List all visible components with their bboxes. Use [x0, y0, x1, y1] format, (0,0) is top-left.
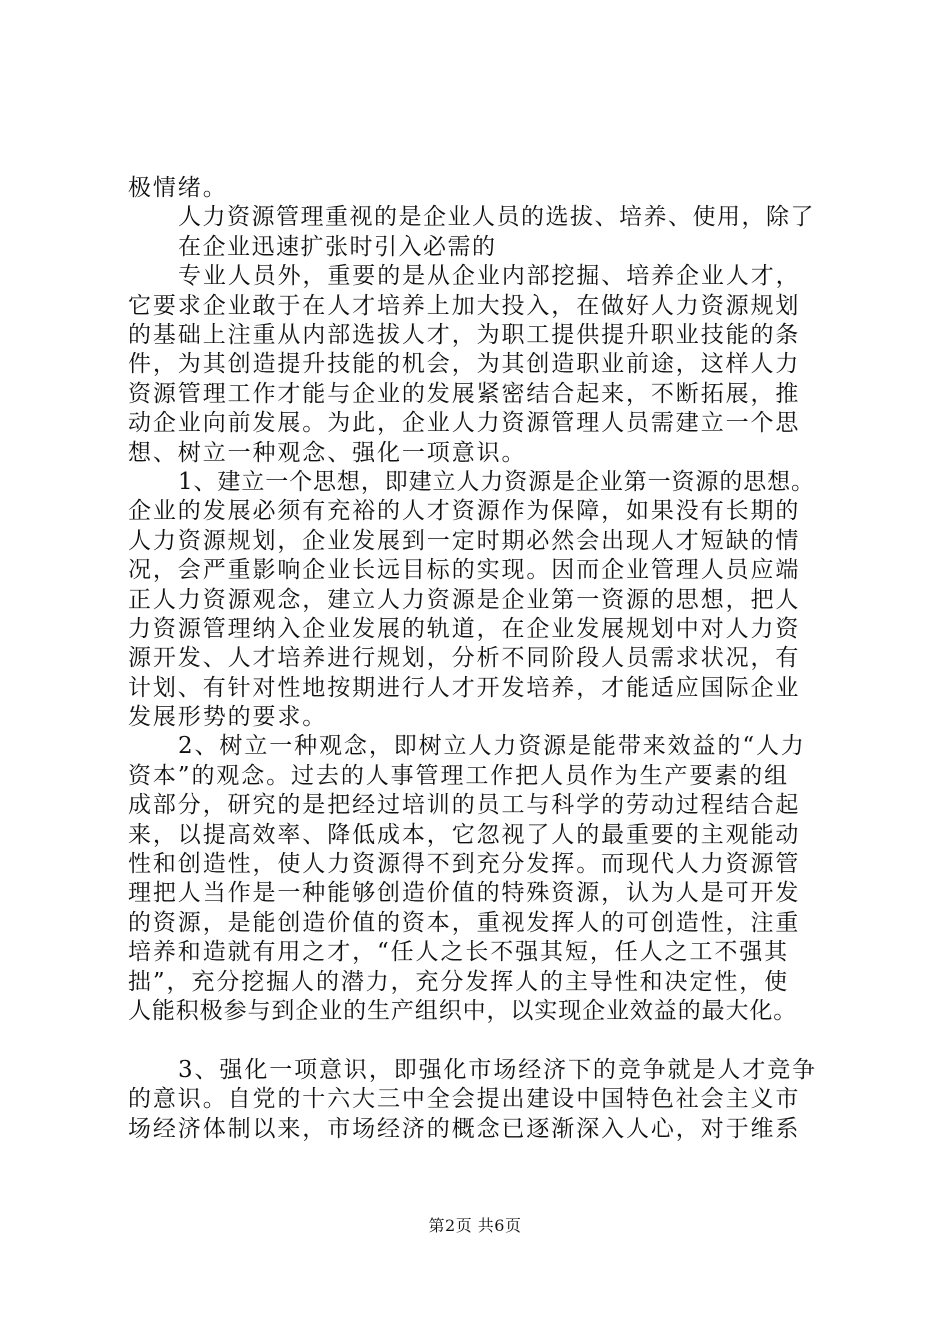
text-line: 拙”，充分挖掘人的潜力，充分发挥人的主导性和决定性，使 [128, 968, 790, 995]
text-line: 它要求企业敢于在人才培养上加大投入，在做好人力资源规划 [128, 292, 801, 319]
text-line: 的意识。自党的十六大三中全会提出建设中国特色社会主义市 [128, 1086, 801, 1113]
text-line: 专业人员外，重要的是从企业内部挖掘、培养企业人才， [178, 263, 801, 290]
text-line: 的资源，是能创造价值的资本，重视发挥人的可创造性，注重 [128, 909, 801, 936]
text-line: 极情绪。 [128, 175, 228, 201]
text-line: 理把人当作是一种能够创造价值的特殊资源，认为人是可开发 [128, 880, 801, 907]
text-line: 性和创造性，使人力资源得不到充分发挥。而现代人力资源管 [128, 851, 801, 878]
text-line: 人能积极参与到企业的生产组织中，以实现企业效益的最大化。 [128, 997, 798, 1024]
text-line: 1、建立一个思想，即建立人力资源是企业第一资源的思想。 [178, 468, 815, 495]
page-number-footer: 第2页 共6页 [428, 1216, 522, 1235]
text-line: 培养和造就有用之才，“任人之长不强其短，任人之工不强其 [128, 939, 790, 966]
body-text [128, 174, 828, 1144]
text-line: 源开发、人才培养进行规划，分析不同阶段人员需求状况，有 [128, 645, 801, 672]
text-line: 成部分，研究的是把经过培训的员工与科学的劳动过程结合起 [128, 792, 801, 819]
text-line: 2、树立一种观念，即树立人力资源是能带来效益的“人力 [178, 733, 806, 760]
text-line: 来，以提高效率、降低成本，它忽视了人的最重要的主观能动 [128, 821, 801, 848]
text-line: 力资源管理纳入企业发展的轨道，在企业发展规划中对人力资 [128, 615, 801, 642]
text-line: 3、强化一项意识，即强化市场经济下的竞争就是人才竞争 [178, 1056, 818, 1083]
text-line: 的基础上注重从内部选拔人才，为职工提供提升职业技能的条 [128, 321, 801, 348]
text-line: 发展形势的要求。 [128, 704, 328, 731]
text-line: 人力资源规划，企业发展到一定时期必然会出现人才短缺的情 [128, 527, 801, 554]
text-line: 想、树立一种观念、强化一项意识。 [128, 439, 527, 466]
text-line: 况，会严重影响企业长远目标的实现。因而企业管理人员应端 [128, 557, 801, 584]
text-line: 正人力资源观念，建立人力资源是企业第一资源的思想，把人 [128, 586, 801, 613]
paragraph-gap [128, 1026, 828, 1055]
text-line: 人力资源管理重视的是企业人员的选拔、培养、使用，除了在企业迅速扩张时引入必需的 [178, 204, 815, 260]
text-line: 场经济体制以来，市场经济的概念已逐渐深入人心，对于维系 [128, 1115, 801, 1142]
text-line: 件，为其创造提升技能的机会，为其创造职业前途，这样人力 [128, 351, 801, 378]
text-line: 动企业向前发展。为此，企业人力资源管理人员需建立一个思 [128, 410, 801, 437]
text-line: 企业的发展必须有充裕的人才资源作为保障，如果没有长期的 [128, 498, 801, 525]
text-line: 资源管理工作才能与企业的发展紧密结合起来，不断拓展，推 [128, 380, 801, 407]
text-line: 资本”的观念。过去的人事管理工作把人员作为生产要素的组 [128, 762, 790, 789]
text-line: 计划、有针对性地按期进行人才开发培养，才能适应国际企业 [128, 674, 801, 701]
